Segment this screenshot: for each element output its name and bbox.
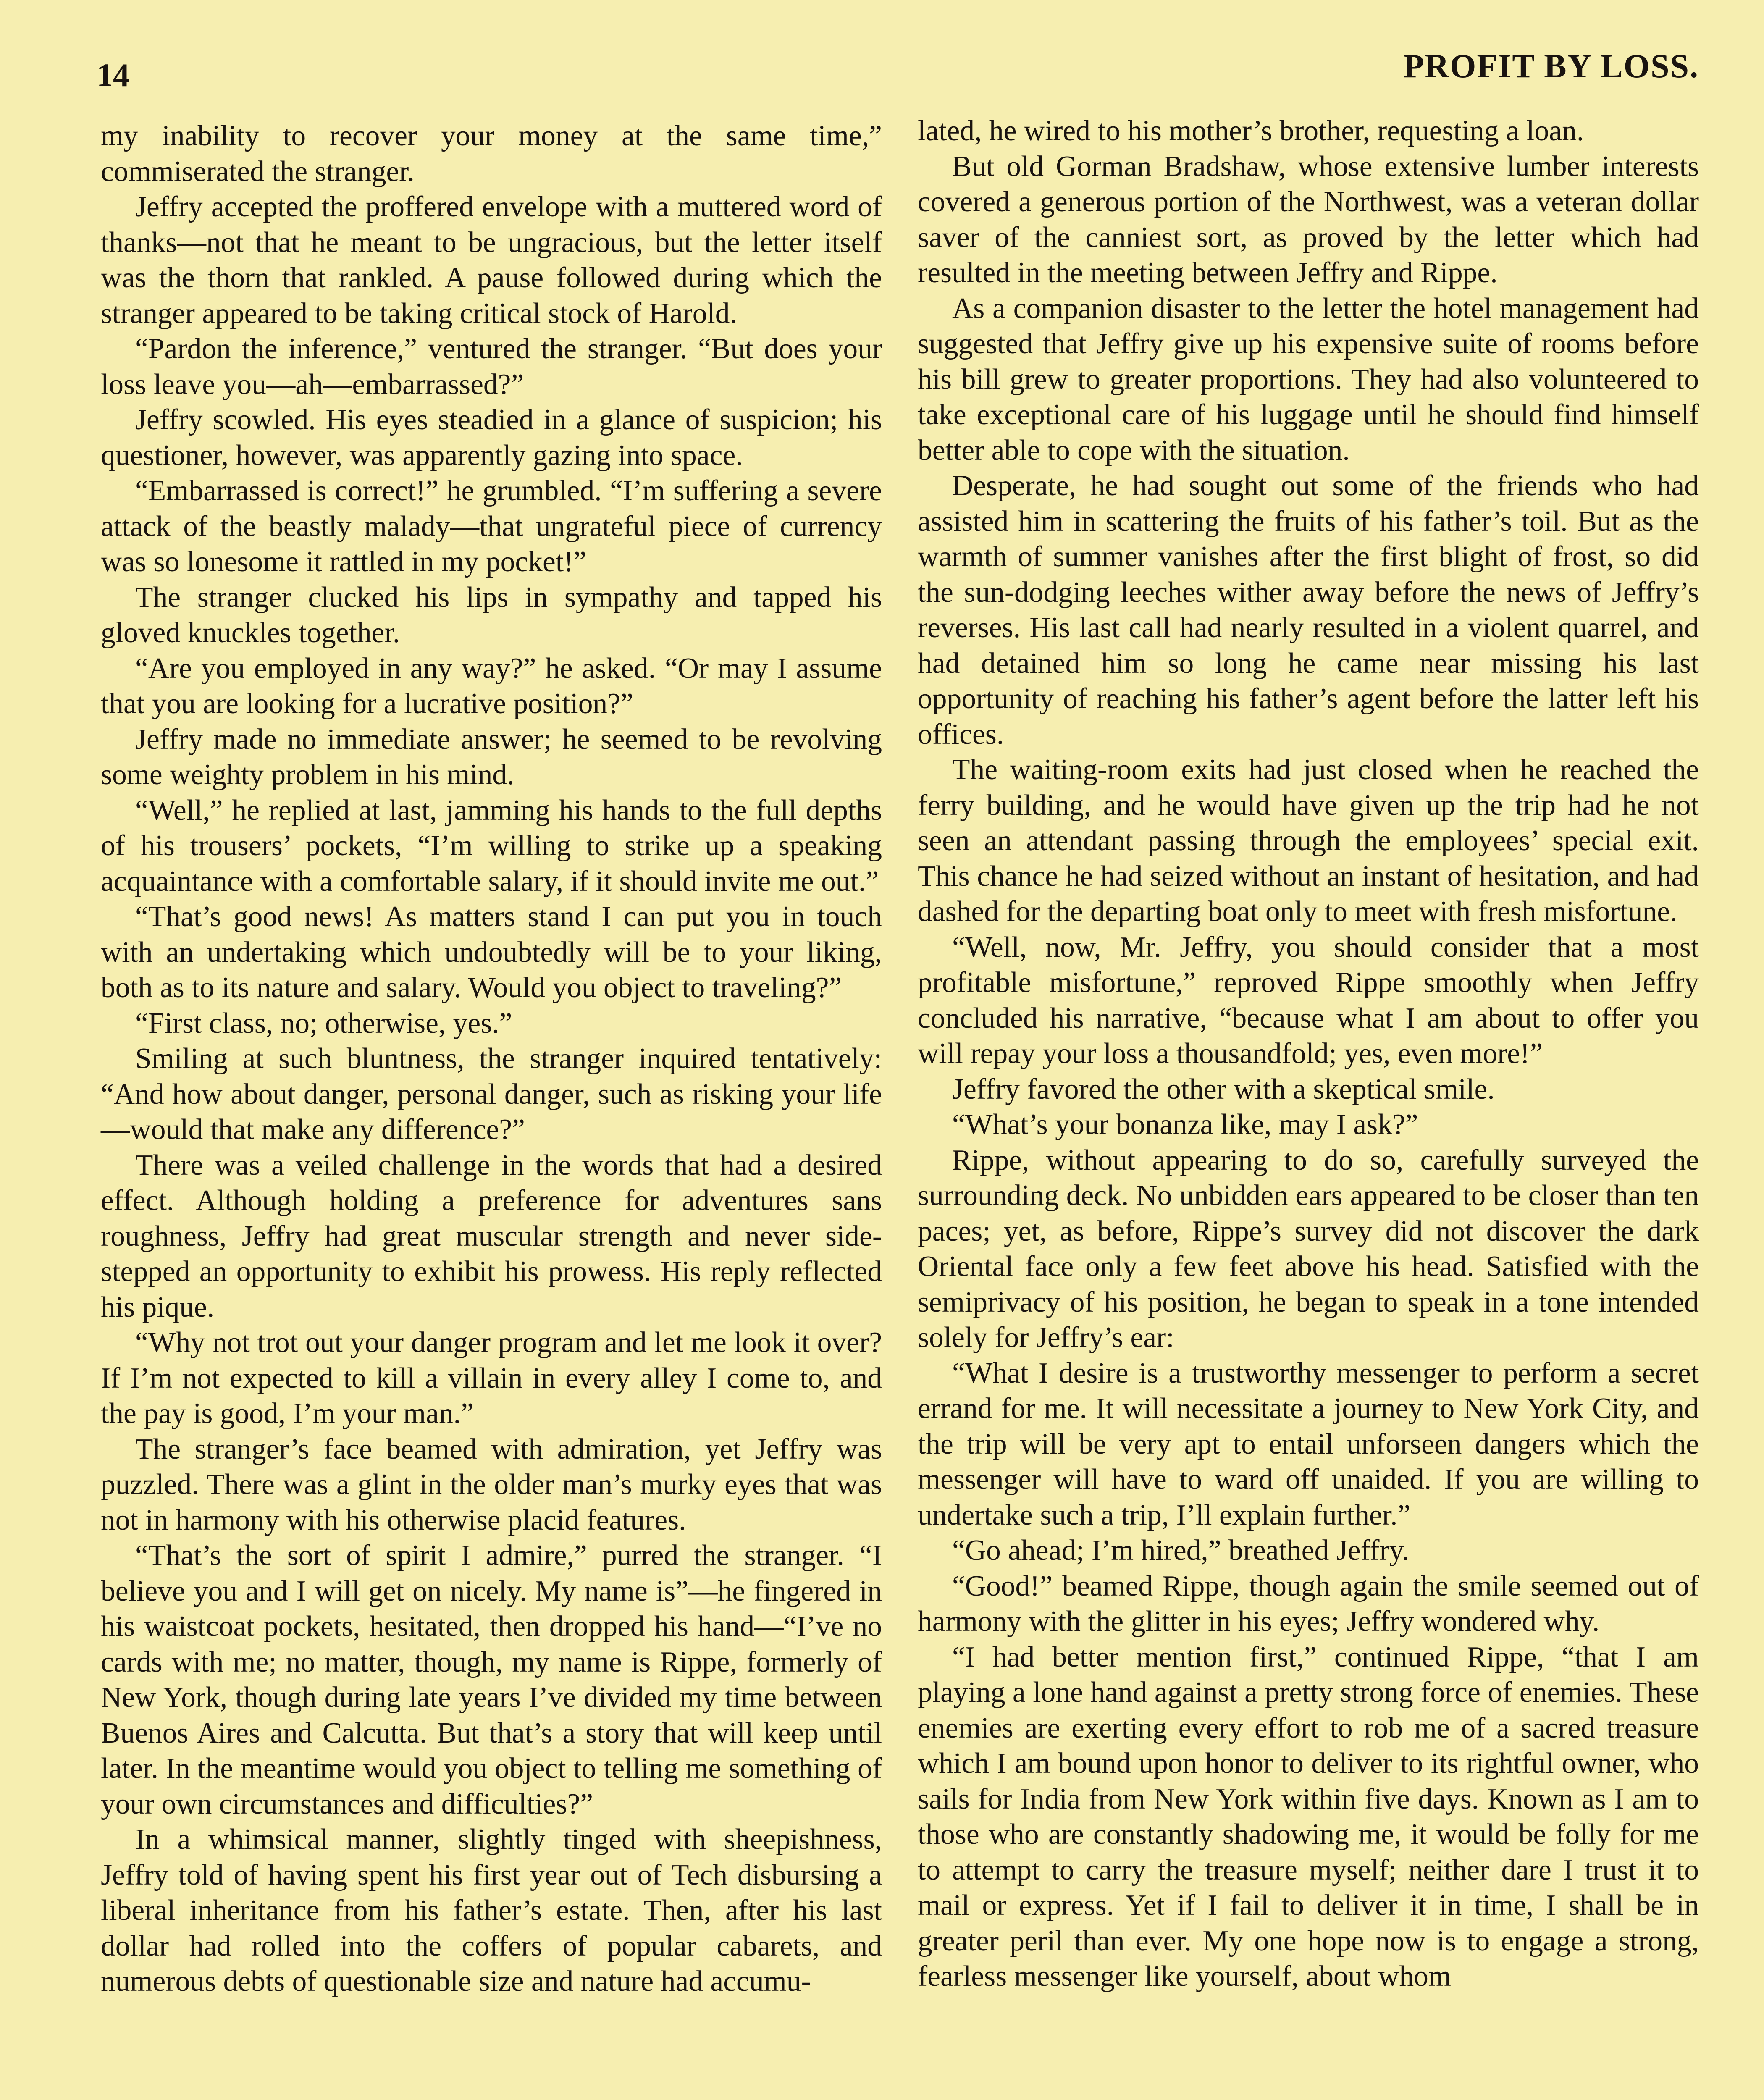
right-column <box>918 113 1699 1995</box>
page-number: 14 <box>97 57 129 93</box>
paragraph: The stranger’s face beamed with admiration, yet Jeffry was puzzled. There was a glint in the older man’s murky eyes that was not in harmony with his otherwise placid features. <box>101 1433 882 1536</box>
paragraph: Smiling at such bluntness, the stranger inquired tentatively: “And how about danger, personal danger, such as risking your life—would that make any difference?” <box>101 1042 882 1146</box>
paragraph: Desperate, he had sought out some of the friends who had assisted him in scattering the fruits of his father’s toil. But as the warmth of summer vanishes after the first blight of frost, so did the sun-dodging leeches wither away before the news of Jeffry’s reverses. His last call had nearly resulted in a violent quarrel, and had detained him so long he came near missing his last opportunity of reaching his father’s agent before the latter left his offices. <box>918 470 1699 751</box>
paragraph: In a whimsical manner, slightly tinged with sheepishness, Jeffry told of having spent his first year out of Tech disbursing a liberal inheritance from his father’s estate. Then, after his last dollar had rolled into the coffers of popular cabarets, and numerous debts of questionable size and nature had accumu- <box>101 1823 882 1998</box>
paragraph: “That’s good news! As matters stand I can put you in touch with an undertaking which undoubtedly will be to your liking, both as to its nature and salary. Would you object to traveling?” <box>101 900 882 1004</box>
paragraph: But old Gorman Bradshaw, whose extensive lumber interests covered a generous portion of the Northwest, was a veteran dollar saver of the canniest sort, as proved by the letter which had resulted in the meeting between Jeffry and Rippe. <box>918 150 1699 289</box>
left-column <box>101 118 882 2000</box>
paragraph: “What’s your bonanza like, may I ask?” <box>952 1108 1418 1141</box>
paragraph: Jeffry made no immediate answer; he seemed to be revolving some weighty problem in his mind. <box>101 723 882 791</box>
paragraph: “Go ahead; I’m hired,” breathed Jeffry. <box>952 1534 1410 1567</box>
paragraph: lated, he wired to his mother’s brother, requesting a loan. <box>918 115 1584 147</box>
paragraph: The stranger clucked his lips in sympathy and tapped his gloved knuckles together. <box>101 581 882 649</box>
paragraph: Jeffry accepted the proffered envelope with a muttered word of thanks—not that he meant to be ungracious, but the letter itself was the thorn that rankled. A pause followed during which the stranger appeared to be taking critical stock of Harold. <box>101 191 882 330</box>
paragraph: “That’s the sort of spirit I admire,” purred the stranger. “I believe you and I will get on nicely. My name is”—he fingered in his waistcoat pockets, hesitated, then dropped his hand—“I’ve no cards with me; no matter, though, my name is Rippe, formerly of New York, though during late years I’ve divided my time between Buenos Aires and Calcutta. But that’s a story that will keep until later. In the meantime would you object to telling me something of your own circumstances and difficulties?” <box>101 1539 882 1820</box>
paragraph: Rippe, without appearing to do so, carefully surveyed the surrounding deck. No unbidden ears appeared to be closer than ten paces; yet, as before, Rippe’s survey did not discover the dark Oriental face only a few feet above his head. Satisfied with the semiprivacy of his position, he began to speak in a tone intended solely for Jeffry’s ear: <box>918 1144 1699 1354</box>
paragraph: “First class, no; otherwise, yes.” <box>135 1007 512 1040</box>
paragraph: “Why not trot out your danger program and let me look it over? If I’m not expected to kill a villain in every alley I come to, and the pay is good, I’m your man.” <box>101 1326 882 1430</box>
paragraph: “Are you employed in any way?” he asked. “Or may I assume that you are looking for a lucrative position?” <box>101 652 882 720</box>
paragraph: Jeffry scowled. His eyes steadied in a glance of suspicion; his questioner, however, was apparently gazing into space. <box>101 404 882 472</box>
paragraph: “What I desire is a trustworthy messenger to perform a secret errand for me. It will necessitate a journey to New York City, and the trip will be very apt to entail unforseen dangers which the messenger will have to ward off unaided. If you are willing to undertake such a trip, I’ll explain further.” <box>918 1357 1699 1531</box>
running-title: PROFIT BY LOSS. <box>1403 48 1699 85</box>
paragraph: There was a veiled challenge in the words that had a desired effect. Although holding a preference for adventures sans roughness, Jeffry had great muscular strength and never side-stepped an opportunity to exhibit his prowess. His reply reflected his pique. <box>101 1149 882 1323</box>
paragraph: As a companion disaster to the letter the hotel management had suggested that Jeffry give up his expensive suite of rooms before his bill grew to greater proportions. They had also volunteered to take exceptional care of his luggage until he should find himself better able to cope with the situation. <box>918 292 1699 467</box>
paragraph: “Good!” beamed Rippe, though again the smile seemed out of harmony with the glitter in his eyes; Jeffry wondered why. <box>918 1570 1699 1638</box>
paragraph: Jeffry favored the other with a skeptical smile. <box>952 1073 1495 1105</box>
paragraph: “Embarrassed is correct!” he grumbled. “I’m suffering a severe attack of the beastly malady—that ungrateful piece of currency was so lonesome it rattled in my pocket!” <box>101 475 882 578</box>
paragraph: “I had better mention first,” continued Rippe, “that I am playing a lone hand against a pretty strong force of enemies. These enemies are exerting every effort to rob me of a sacred treasure which I am bound upon honor to deliver to its rightful owner, who sails for India from New York within five days. Known as I am to those who are constantly shadowing me, it would be folly for me to attempt to carry the treasure myself; neither dare I trust it to mail or express. Yet if I fail to deliver it in time, I shall be in greater peril than ever. My one hope now is to engage a strong, fearless messenger like yourself, about whom <box>918 1641 1699 1992</box>
paragraph: “Well, now, Mr. Jeffry, you should consider that a most profitable misfortune,” reproved Rippe smoothly when Jeffry concluded his narrative, “because what I am about to offer you will repay your loss a thousandfold; yes, even more!” <box>918 931 1699 1070</box>
paragraph: The waiting-room exits had just closed when he reached the ferry building, and he would have given up the trip had he not seen an attendant passing through the employees’ special exit. This chance he had seized without an instant of hesitation, and had dashed for the departing boat only to meet with fresh misfortune. <box>918 753 1699 928</box>
paragraph: my inability to recover your money at the same time,” commiserated the stranger. <box>101 120 882 188</box>
paragraph: “Well,” he replied at last, jamming his hands to the full depths of his trousers’ pockets, “I’m willing to strike up a speaking acquaintance with a comfortable salary, if it should invite me out.” <box>101 794 882 898</box>
paragraph: “Pardon the inference,” ventured the stranger. “But does your loss leave you—ah—embarrassed?” <box>101 333 882 401</box>
